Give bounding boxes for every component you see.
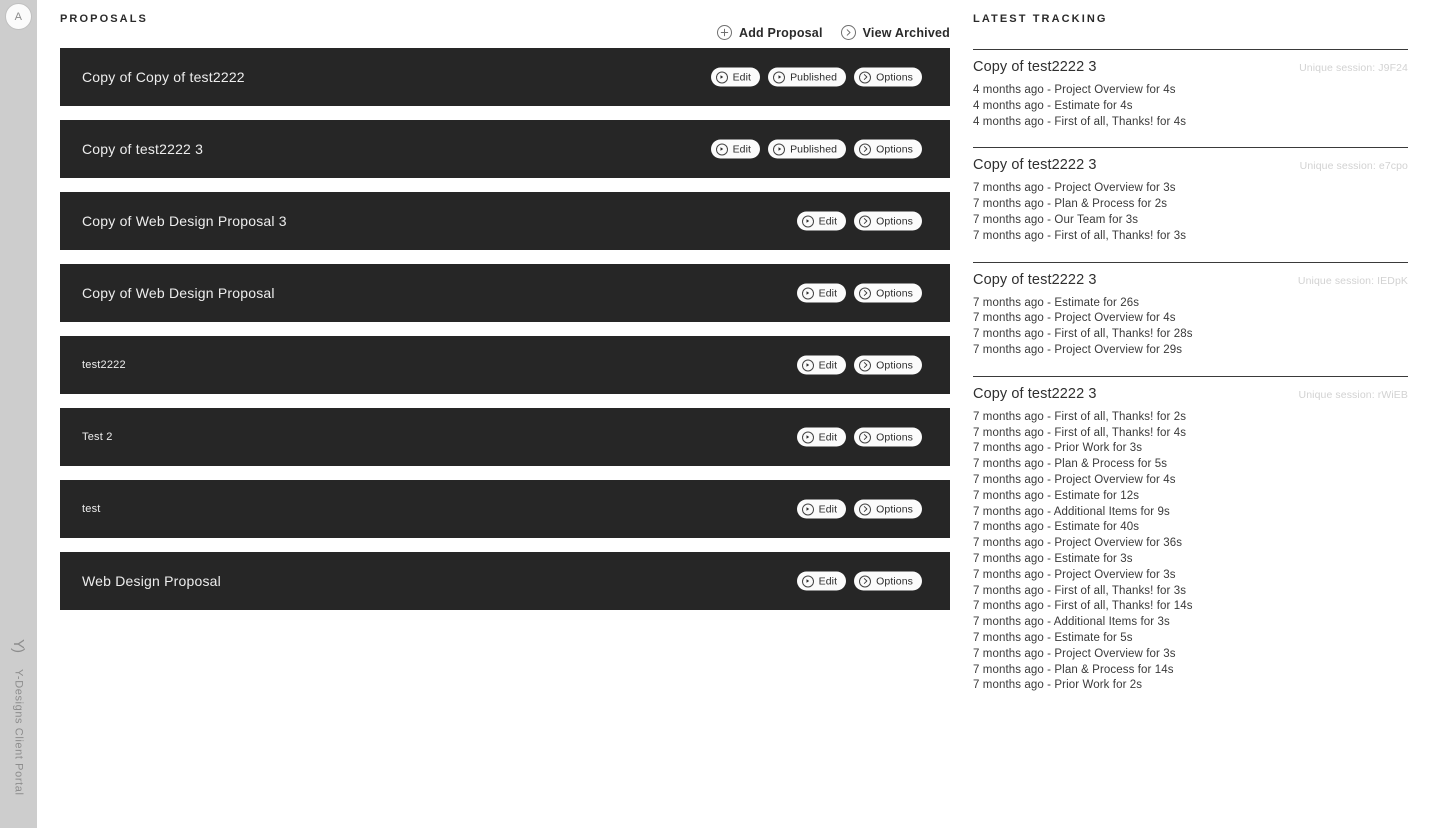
play-circle-icon	[773, 71, 785, 83]
chevron-right-circle-icon	[859, 71, 871, 83]
proposal-row-actions	[797, 212, 922, 231]
proposal-row-actions	[797, 428, 922, 447]
play-circle-icon	[716, 143, 728, 155]
proposal-row[interactable]	[60, 120, 950, 178]
play-circle-icon	[802, 575, 814, 587]
tracking-panel	[973, 0, 1408, 828]
proposal-title: test	[82, 503, 101, 515]
options-button[interactable]	[854, 140, 922, 159]
edit-button-label: Edit	[818, 575, 838, 587]
tracking-session-id: Unique session: IEDpK	[1297, 274, 1408, 287]
tracking-entry: 7 months ago - Additional Items for 9s	[973, 505, 1170, 518]
edit-button[interactable]	[711, 140, 761, 159]
proposal-list	[60, 48, 950, 624]
tracking-proposal-name: Copy of test2222 3	[973, 385, 1097, 402]
proposal-row-actions	[711, 140, 922, 159]
edit-button-label: Edit	[818, 215, 838, 227]
brand-label: Y-Designs Client Portal	[12, 669, 25, 796]
avatar-initial: A	[14, 10, 23, 23]
edit-button-label: Edit	[818, 431, 838, 443]
tracking-proposal-name: Copy of test2222 3	[973, 59, 1097, 75]
tracking-entry: 7 months ago - Estimate for 3s	[973, 552, 1133, 565]
proposal-row[interactable]	[60, 48, 950, 106]
options-button-label: Options	[876, 359, 913, 371]
chevron-right-circle-icon	[859, 359, 871, 371]
tracking-entry: 7 months ago - Plan & Process for 5s	[973, 458, 1168, 471]
proposal-title: Copy of test2222 3	[82, 141, 204, 157]
published-button[interactable]	[768, 68, 846, 87]
options-button-label: Options	[876, 215, 913, 227]
chevron-right-icon	[841, 25, 856, 40]
chevron-right-circle-icon	[859, 431, 871, 443]
tracking-entry: 4 months ago - First of all, Thanks! for 4s	[973, 115, 1187, 128]
add-proposal-label: Add Proposal	[738, 25, 823, 40]
proposal-row-actions	[711, 68, 922, 87]
brand	[0, 638, 37, 796]
play-circle-icon	[802, 431, 814, 443]
play-circle-icon	[716, 71, 728, 83]
options-button-label: Options	[876, 71, 913, 83]
tracking-group-header	[973, 59, 1408, 75]
play-circle-icon	[802, 359, 814, 371]
chevron-right-circle-icon	[859, 215, 871, 227]
tracking-entry: 7 months ago - First of all, Thanks! for 3s	[973, 229, 1187, 242]
tracking-entry: 7 months ago - First of all, Thanks! for 14s	[973, 600, 1193, 613]
avatar[interactable]	[5, 3, 32, 30]
proposal-title: Web Design Proposal	[82, 573, 221, 589]
options-button[interactable]	[854, 428, 922, 447]
edit-button-label: Edit	[732, 143, 752, 155]
tracking-entry-list	[973, 410, 1408, 694]
tracking-entry-list	[973, 181, 1408, 244]
tracking-entry: 7 months ago - Project Overview for 3s	[973, 647, 1176, 660]
tracking-entry: 7 months ago - Plan & Process for 14s	[973, 663, 1174, 676]
proposal-title: Copy of Copy of test2222	[82, 69, 245, 85]
tracking-entry: 7 months ago - First of all, Thanks! for 2s	[973, 410, 1187, 423]
proposals-title: PROPOSALS	[60, 13, 148, 25]
options-button[interactable]	[854, 284, 922, 303]
proposals-panel	[60, 0, 950, 589]
plus-icon	[717, 25, 732, 40]
tracking-entry: 7 months ago - Prior Work for 2s	[973, 679, 1143, 692]
proposal-row[interactable]	[60, 408, 950, 466]
tracking-group	[973, 49, 1408, 130]
proposal-row-actions	[797, 356, 922, 375]
add-proposal-button[interactable]	[717, 25, 823, 40]
tracking-groups	[973, 49, 1408, 694]
tracking-entry: 7 months ago - Additional Items for 3s	[973, 616, 1170, 629]
tracking-group-header	[973, 272, 1408, 288]
view-archived-label: View Archived	[862, 25, 950, 40]
proposal-row-actions	[797, 284, 922, 303]
tracking-entry-list	[973, 83, 1408, 130]
tracking-title: LATEST TRACKING	[973, 13, 1108, 25]
tracking-group	[973, 262, 1408, 359]
tracking-entry: 7 months ago - Plan & Process for 2s	[973, 198, 1168, 211]
edit-button[interactable]	[797, 428, 847, 447]
published-button[interactable]	[768, 140, 846, 159]
options-button-label: Options	[876, 575, 913, 587]
proposal-row[interactable]	[60, 192, 950, 250]
tracking-entry: 7 months ago - Our Team for 3s	[973, 213, 1139, 226]
tracking-entry: 4 months ago - Estimate for 4s	[973, 99, 1133, 112]
play-circle-icon	[802, 215, 814, 227]
edit-button[interactable]	[797, 284, 847, 303]
options-button[interactable]	[854, 68, 922, 87]
chevron-right-circle-icon	[859, 287, 871, 299]
tracking-entry: 7 months ago - Project Overview for 29s	[973, 343, 1183, 356]
tracking-entry-list	[973, 296, 1408, 359]
tracking-entry: 7 months ago - Project Overview for 4s	[973, 312, 1176, 325]
tracking-entry: 7 months ago - First of all, Thanks! for 3s	[973, 584, 1187, 597]
tracking-proposal-name: Copy of test2222 3	[973, 271, 1097, 288]
options-button-label: Options	[876, 431, 913, 443]
edit-button-label: Edit	[818, 287, 838, 299]
tracking-group	[973, 147, 1408, 244]
chevron-right-circle-icon	[859, 143, 871, 155]
edit-button-label: Edit	[732, 71, 752, 83]
proposal-row[interactable]	[60, 264, 950, 322]
tracking-entry: 7 months ago - First of all, Thanks! for 28s	[973, 328, 1193, 341]
published-button-label: Published	[790, 143, 838, 155]
tracking-entry: 7 months ago - Project Overview for 3s	[973, 568, 1176, 581]
tracking-entry: 4 months ago - Project Overview for 4s	[973, 84, 1176, 96]
y-designs-logo-icon: Y)	[10, 639, 27, 653]
tracking-session-id: Unique session: e7cpo	[1299, 160, 1408, 173]
proposal-title: Test 2	[82, 431, 113, 443]
options-button[interactable]	[854, 212, 922, 231]
play-circle-icon	[802, 287, 814, 299]
proposal-title: test2222	[82, 359, 126, 371]
proposals-actions	[717, 25, 950, 40]
tracking-group-header	[973, 157, 1408, 173]
tracking-entry: 7 months ago - Project Overview for 36s	[973, 537, 1183, 550]
tracking-entry: 7 months ago - Estimate for 12s	[973, 489, 1140, 502]
proposal-row[interactable]	[60, 336, 950, 394]
tracking-group	[973, 376, 1408, 694]
edit-button[interactable]	[797, 356, 847, 375]
tracking-session-id: Unique session: J9F24	[1299, 62, 1408, 74]
proposal-title: Copy of Web Design Proposal	[82, 285, 275, 301]
tracking-session-id: Unique session: rWiEB	[1298, 388, 1408, 401]
play-circle-icon	[773, 143, 785, 155]
edit-button[interactable]	[797, 500, 847, 519]
play-circle-icon	[802, 503, 814, 515]
tracking-entry: 7 months ago - Prior Work for 3s	[973, 442, 1143, 455]
options-button[interactable]	[854, 500, 922, 519]
chevron-right-circle-icon	[859, 503, 871, 515]
tracking-entry: 7 months ago - Estimate for 26s	[973, 296, 1140, 309]
tracking-proposal-name: Copy of test2222 3	[973, 157, 1097, 174]
proposal-row[interactable]	[60, 552, 950, 610]
tracking-group-header	[973, 386, 1408, 402]
proposal-row[interactable]	[60, 480, 950, 538]
options-button[interactable]	[854, 572, 922, 591]
edit-button-label: Edit	[818, 359, 838, 371]
options-button[interactable]	[854, 356, 922, 375]
proposal-row-actions	[797, 500, 922, 519]
edit-button[interactable]	[711, 68, 761, 87]
tracking-entry: 7 months ago - First of all, Thanks! for 4s	[973, 426, 1187, 439]
proposal-row-actions	[797, 572, 922, 591]
view-archived-button[interactable]	[841, 25, 950, 40]
tracking-entry: 7 months ago - Project Overview for 3s	[973, 182, 1176, 195]
tracking-entry: 7 months ago - Estimate for 5s	[973, 631, 1133, 644]
edit-button[interactable]	[797, 212, 847, 231]
options-button-label: Options	[876, 503, 913, 515]
proposal-title: Copy of Web Design Proposal 3	[82, 213, 287, 229]
options-button-label: Options	[876, 143, 913, 155]
tracking-entry: 7 months ago - Estimate for 40s	[973, 521, 1140, 534]
chevron-right-circle-icon	[859, 575, 871, 587]
published-button-label: Published	[790, 71, 838, 83]
edit-button[interactable]	[797, 572, 847, 591]
edit-button-label: Edit	[818, 503, 838, 515]
options-button-label: Options	[876, 287, 913, 299]
tracking-entry: 7 months ago - Project Overview for 4s	[973, 473, 1176, 486]
left-rail	[0, 0, 37, 828]
